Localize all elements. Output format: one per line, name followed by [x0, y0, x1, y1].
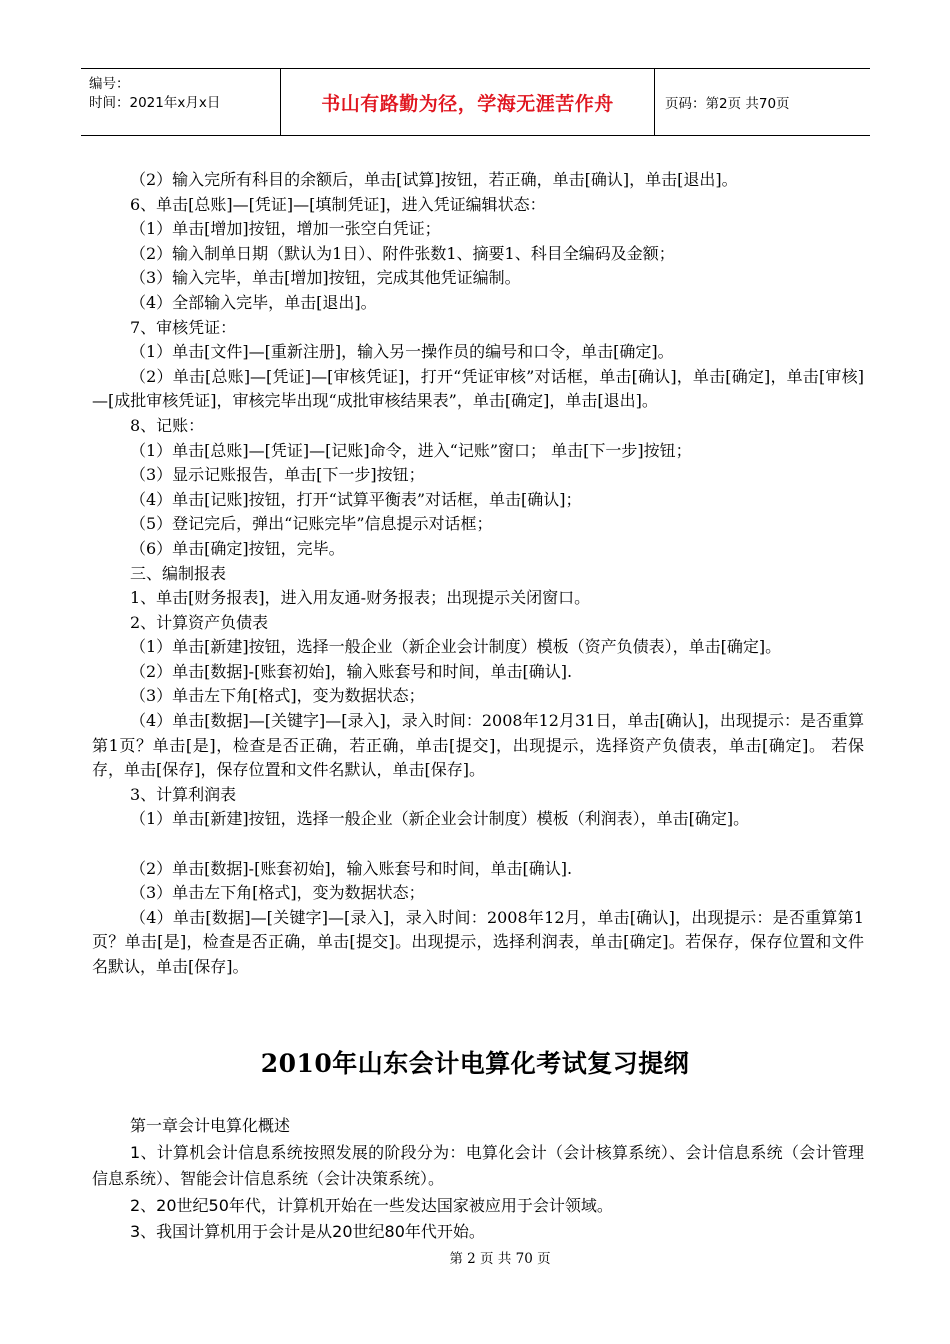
body-line: （4）单击[数据]—[关键字]—[录入]，录入时间：2008年12月31日，单击[确认]，出现提示：是否重算第1页？单击[是]，检查是否正确，若正确，单击[提交]，出现提示，选择资产负债表，单击[确定]。 若保存，单击[保存]，保存位置和文件名默认，单击[保存]。 [92, 711, 864, 780]
body-line: 6、单击[总账]—[凭证]—[填制凭证]，进入凭证编辑状态： [130, 194, 546, 214]
blank-line [92, 832, 864, 857]
body-line: （1）单击[新建]按钮，选择一般企业（新企业会计制度）模板（利润表），单击[确定]。 [130, 809, 750, 829]
document-number-label: 编号： [89, 76, 130, 92]
page-footer: 第 2 页 共 70 页 [449, 1251, 551, 1267]
chapter-section [92, 1113, 864, 1246]
body-line: （2）单击[数据]-[账套初始]，输入账套号和时间，单击[确认]. [130, 661, 573, 681]
body-line: （3）单击左下角[格式]，变为数据状态； [130, 883, 425, 903]
chapter-heading: 第一章会计电算化概述 [130, 1116, 291, 1135]
chapter-item: 1、计算机会计信息系统按照发展的阶段分为：电算化会计（会计核算系统）、会计信息系统（会计管理信息系统）、智能会计信息系统（会计决策系统）。 [92, 1142, 864, 1188]
section-heading: 三、编制报表 [130, 563, 227, 583]
body-line: （4）单击[记账]按钮，打开“试算平衡表”对话框，单击[确认]； [130, 489, 582, 509]
body-line: （1）单击[增加]按钮，增加一张空白凭证； [130, 219, 441, 239]
body-line: （5）登记完后，弹出“记账完毕”信息提示对话框； [130, 514, 493, 534]
body-line: （3）显示记账报告，单击[下一步]按钮； [130, 465, 425, 485]
header-motto-cell [281, 69, 655, 135]
body-line: 7、审核凭证： [130, 317, 237, 337]
body-line: （1）单击[文件]—[重新注册]，输入另一操作员的编号和口令，单击[确定]。 [130, 342, 674, 362]
chapter-item: 2、20世纪50年代，计算机开始在一些发达国家被应用于会计领域。 [130, 1195, 613, 1215]
body-text [92, 168, 864, 980]
body-line: （3）输入完毕，单击[增加]按钮，完成其他凭证编制。 [130, 268, 521, 288]
header-motto: 书山有路勤为径，学海无涯苦作舟 [321, 92, 614, 115]
body-line: （2）输入制单日期（默认为1日）、附件张数1、摘要1、科目全编码及金额； [130, 243, 675, 263]
body-line: （4）全部输入完毕，单击[退出]。 [130, 292, 377, 312]
header-left-cell [81, 69, 281, 135]
document-time-label: 时间：2021年x月x日 [89, 95, 221, 111]
header-page-cell [655, 69, 870, 135]
page-header [81, 68, 870, 136]
body-line: 2、计算资产负债表 [130, 612, 269, 632]
body-line: （2）单击[总账]—[凭证]—[审核凭证]，打开“凭证审核”对话框，单击[确认]，单击[确定]，单击[审核]—[成批审核凭证]，审核完毕出现“成批审核结果表”，单击[确定]，单击[退出]。 [92, 366, 864, 411]
body-line: （2）单击[数据]-[账套初始]，输入账套号和时间，单击[确认]. [130, 858, 573, 878]
body-line: 1、单击[财务报表]，进入用友通-财务报表；出现提示关闭窗口。 [130, 588, 591, 608]
body-line: 8、记账： [130, 415, 205, 435]
body-line: （1）单击[总账]—[凭证]—[记账]命令，进入“记账”窗口； 单击[下一步]按钮； [130, 440, 692, 460]
header-page-info: 页码：第2页 共70页 [665, 96, 790, 112]
body-line: （3）单击左下角[格式]，变为数据状态； [130, 686, 425, 706]
body-line: （1）单击[新建]按钮，选择一般企业（新企业会计制度）模板（资产负债表），单击[确定]。 [130, 637, 782, 657]
body-line: 3、计算利润表 [130, 784, 237, 804]
document-title: 2010年山东会计电算化考试复习提纲 [260, 1049, 690, 1078]
body-line: （4）单击[数据]—[关键字]—[录入]，录入时间：2008年12月，单击[确认]，出现提示：是否重算第1页？单击[是]，检查是否正确，单击[提交]。出现提示，选择利润表，单击[确定]。若保存，保存位置和文件名默认，单击[保存]。 [92, 907, 864, 976]
chapter-item: 3、我国计算机用于会计是从20世纪80年代开始。 [130, 1222, 485, 1241]
body-line: （6）单击[确定]按钮，完毕。 [130, 538, 345, 558]
body-line: （2）输入完所有科目的余额后，单击[试算]按钮，若正确，单击[确认]，单击[退出]。 [130, 170, 738, 189]
